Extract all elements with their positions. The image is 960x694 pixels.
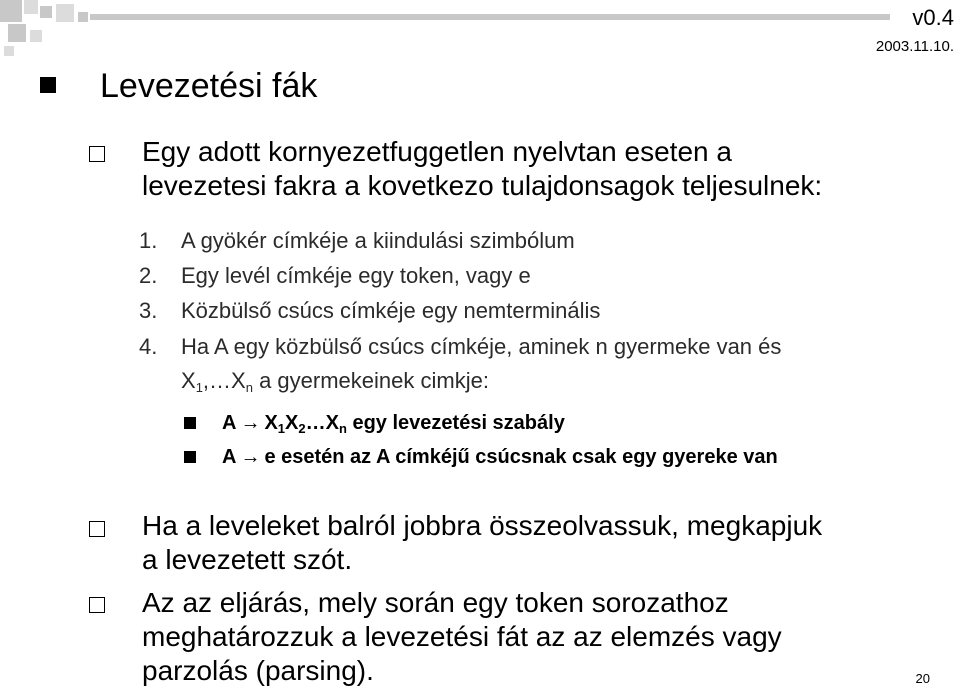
para3-line-1: Az az eljárás, mely során egy token sorozathoz [142, 587, 729, 618]
symbol-xn: ,…X [202, 368, 246, 393]
continuation-text: a gyermekeinek cimkje: [259, 368, 489, 393]
list-item [139, 259, 531, 293]
filled-square-bullet-icon [184, 417, 196, 429]
arrow-right-icon: → [240, 412, 261, 434]
page-number: 20 [915, 671, 930, 686]
rule-line-1: $A \to X_1X_2\dots X_n$ egy levezetési szabály [222, 408, 565, 438]
list-number: 4. [139, 334, 158, 359]
para3-line-2: meghatározzuk a levezetési fát az az elemzés vagy [142, 621, 782, 652]
list-number: 3. [139, 298, 158, 323]
list-item [139, 224, 575, 258]
list-number: 2. [139, 263, 158, 288]
slide-title: Levezetési fák [100, 67, 318, 105]
para3-line-3: parzolás (parsing). [142, 655, 374, 686]
subscript: n [245, 380, 253, 395]
list-text: Egy levél címkéje egy token, vagy e [181, 263, 531, 288]
symbol-x: X [181, 368, 196, 393]
list-item [139, 330, 781, 364]
title-square-bullet-icon [40, 77, 56, 93]
list-text: A gyökér címkéje a kiindulási szimbólum [181, 228, 575, 253]
intro-line-1: Egy adott kornyezetfuggetlen nyelvtan eseten a [142, 136, 732, 167]
subscript: 1 [195, 380, 203, 395]
rule-line-2: A → e esetén az A címkéjű csúcsnak csak egy gyereke van [222, 442, 778, 472]
list-item-4-continuation [181, 364, 489, 398]
hollow-square-bullet-icon [89, 597, 105, 613]
list-number: 1. [139, 228, 158, 253]
filled-square-bullet-icon [184, 451, 196, 463]
list-text: Közbülső csúcs címkéje egy nemterminális [181, 298, 601, 323]
list-text: Ha A egy közbülső csúcs címkéje, aminek n gyermeke van és [181, 334, 782, 359]
para2-line-2: a levezetett szót. [142, 544, 353, 575]
header-decoration [0, 0, 960, 60]
intro-line-2: levezetesi fakra a kovetkezo tulajdonsagok teljesulnek: [142, 170, 823, 201]
arrow-right-icon: → [240, 446, 261, 468]
date-label: 2003.11.10. [875, 38, 954, 55]
version-label: v0.4 [912, 5, 954, 30]
hollow-square-bullet-icon [89, 521, 105, 537]
list-item [139, 294, 600, 328]
para2-line-1: Ha a leveleket balról jobbra összeolvassuk, megkapjuk [142, 510, 823, 541]
hollow-square-bullet-icon [89, 146, 105, 162]
